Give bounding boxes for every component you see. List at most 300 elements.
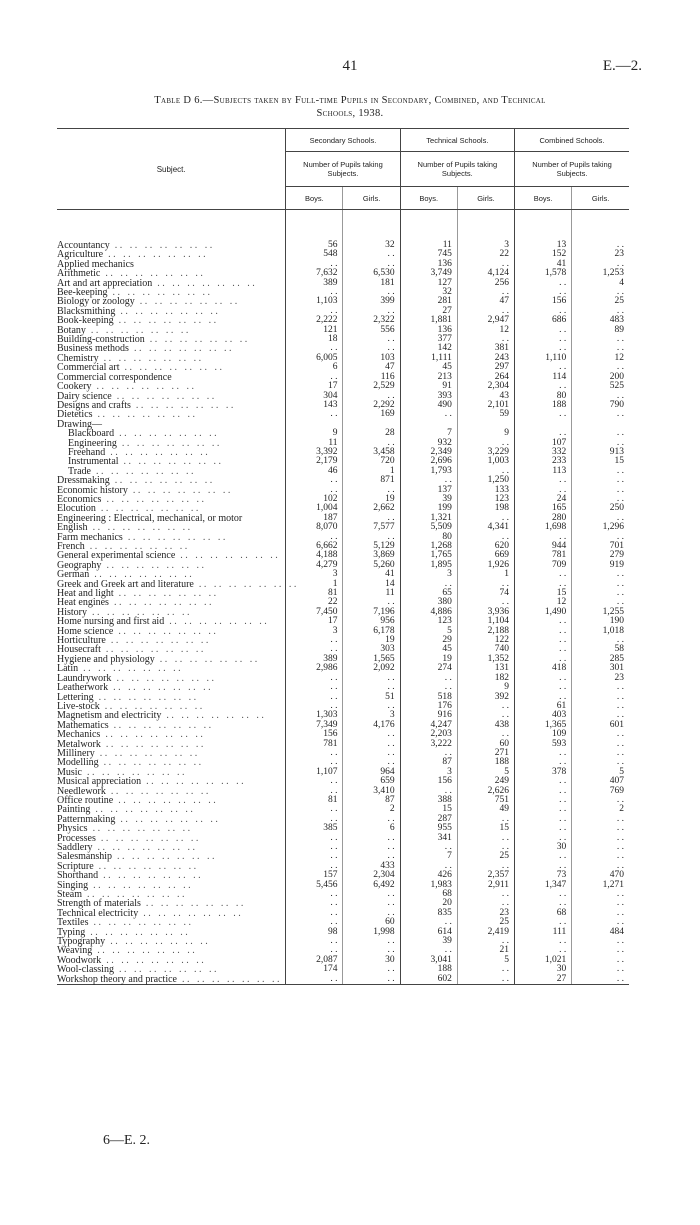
secondary-boys-cell: . . xyxy=(286,344,343,353)
technical-boys-cell: 745 xyxy=(400,250,457,259)
leader-dots: . . . . . . . . . . . . . . xyxy=(108,682,211,694)
technical-boys-cell: 2,349 xyxy=(400,448,457,457)
technical-boys-cell: 1,895 xyxy=(400,561,457,570)
secondary-girls-cell: . . xyxy=(343,740,400,749)
technical-boys-cell: 4,886 xyxy=(400,608,457,617)
combined-girls-cell: . . xyxy=(572,307,629,316)
combined-boys-cell: 41 xyxy=(515,260,572,269)
combined-girls-cell: . . xyxy=(572,514,629,523)
leader-dots: . . . . . . . . . . . . . . xyxy=(111,672,214,684)
technical-boys-cell: . . xyxy=(400,476,457,485)
leader-dots: . . . . . . . . . . . . . . xyxy=(103,249,206,261)
combined-girls-cell: 89 xyxy=(572,326,629,335)
leader-dots: . . . . . . . . . . . . . . xyxy=(100,729,203,741)
table-title xyxy=(40,94,660,120)
secondary-girls-cell: 181 xyxy=(343,279,400,288)
technical-boys-cell: 281 xyxy=(400,297,457,306)
secondary-boys-cell: . . xyxy=(286,288,343,297)
secondary-boys-cell: 4,279 xyxy=(286,561,343,570)
technical-girls-cell: 2,419 xyxy=(457,928,514,937)
secondary-boys-cell: 7,632 xyxy=(286,269,343,278)
leader-dots: . . . . . . . . . . . . . . xyxy=(105,785,209,797)
combined-girls-cell: 25 xyxy=(572,297,629,306)
combined-girls-cell: 483 xyxy=(572,316,629,325)
combined-girls-cell: . . xyxy=(572,241,629,250)
secondary-girls-cell: 3 xyxy=(343,711,400,720)
technical-girls-cell: 47 xyxy=(457,297,514,306)
leader-dots: . . . . . . . . . . . . . . xyxy=(94,747,198,759)
subject-label: Steam xyxy=(57,889,82,901)
subject-label: Needlework xyxy=(57,785,106,797)
subject-label: Arithmetic xyxy=(57,268,101,280)
technical-boys-cell: 213 xyxy=(400,373,457,382)
technical-boys-cell: 380 xyxy=(400,598,457,607)
combined-boys-cell: 73 xyxy=(515,871,572,880)
combined-girls-cell: . . xyxy=(572,363,629,372)
technical-girls-cell: 1,352 xyxy=(457,655,514,664)
secondary-boys-cell: . . xyxy=(286,307,343,316)
secondary-girls-cell: 116 xyxy=(343,373,400,382)
combined-girls-cell: . . xyxy=(572,288,629,297)
secondary-boys-cell: 98 xyxy=(286,928,343,937)
combined-boys-cell: . . xyxy=(515,918,572,927)
secondary-pupils-label: Number of Pupils taking Subjects. xyxy=(286,152,400,187)
secondary-boys-cell: 143 xyxy=(286,401,343,410)
secondary-girls-cell: 3,410 xyxy=(343,787,400,796)
secondary-boys-cell: . . xyxy=(286,815,343,824)
technical-girls-cell: 2,101 xyxy=(457,401,514,410)
technical-girls-cell: 1,003 xyxy=(457,457,514,466)
secondary-girls-cell: 19 xyxy=(343,636,400,645)
secondary-girls-cell: . . xyxy=(343,909,400,918)
secondary-schools-header: Secondary Schools. xyxy=(286,129,400,152)
secondary-boys-cell: . . xyxy=(286,636,343,645)
leader-dots: . . . . . . . . . . . . . . xyxy=(144,334,248,346)
subject-label: Dressmaking xyxy=(57,475,110,487)
leader-dots: . . . . . . . . . . . . . . xyxy=(127,484,231,496)
secondary-boys-cell: 187 xyxy=(286,514,343,523)
secondary-boys-cell: . . xyxy=(286,899,343,908)
combined-girls-cell: . . xyxy=(572,740,629,749)
secondary-boys-cell: 17 xyxy=(286,382,343,391)
secondary-girls-cell: 1,998 xyxy=(343,928,400,937)
subject-label: Commercial art xyxy=(57,362,120,374)
table-title-line-2: Schools, 1938. xyxy=(316,108,384,119)
combined-boys-cell: 403 xyxy=(515,711,572,720)
leader-dots: . . . . . . . . . . . . . . xyxy=(101,954,204,966)
leader-dots: . . . . . . . . . . . . . . xyxy=(95,832,199,844)
secondary-girls-cell: 169 xyxy=(343,410,400,419)
leader-dots: . . . . . . . . . . . . . . xyxy=(92,842,196,853)
leader-dots: . . . . . . . . . . . . . . xyxy=(88,879,191,891)
technical-girls-cell: . . xyxy=(457,711,514,720)
combined-girls-header: Girls. xyxy=(572,187,629,210)
combined-boys-cell: 1,490 xyxy=(515,608,572,617)
subject-label: Modelling xyxy=(57,757,99,769)
technical-girls-cell: 256 xyxy=(457,279,514,288)
secondary-boys-cell: 6,662 xyxy=(286,542,343,551)
combined-boys-cell: 1,698 xyxy=(515,523,572,532)
combined-boys-cell: 61 xyxy=(515,702,572,711)
combined-boys-cell: . . xyxy=(515,279,572,288)
combined-girls-cell: 913 xyxy=(572,448,629,457)
combined-boys-cell: . . xyxy=(515,796,572,805)
leader-dots: . . . . . . . . . . . . . . xyxy=(100,738,204,750)
combined-girls-cell: . . xyxy=(572,335,629,344)
technical-girls-cell: 1,926 xyxy=(457,561,514,570)
technical-boys-cell: 65 xyxy=(400,589,457,598)
combined-boys-cell: . . xyxy=(515,307,572,316)
technical-boys-cell: 68 xyxy=(400,890,457,899)
technical-boys-cell: 393 xyxy=(400,392,457,401)
subject-label: History xyxy=(57,606,87,618)
subject-label: Millinery xyxy=(57,747,95,759)
combined-boys-cell: . . xyxy=(515,476,572,485)
technical-boys-cell: 199 xyxy=(400,504,457,513)
technical-girls-cell: 15 xyxy=(457,824,514,833)
secondary-girls-cell: 1 xyxy=(343,467,400,476)
secondary-girls-cell: 6,530 xyxy=(343,269,400,278)
subject-label: Trade xyxy=(68,465,91,477)
combined-boys-cell: . . xyxy=(515,824,572,833)
secondary-boys-cell: 1,103 xyxy=(286,297,343,306)
combined-girls-cell: . . xyxy=(572,834,629,843)
combined-girls-cell: . . xyxy=(572,589,629,598)
combined-boys-cell: 332 xyxy=(515,448,572,457)
secondary-girls-cell: 14 xyxy=(343,580,400,589)
secondary-girls-cell: 1,565 xyxy=(343,655,400,664)
table-row xyxy=(57,250,629,259)
combined-girls-cell: 407 xyxy=(572,777,629,786)
combined-girls-cell: 58 xyxy=(572,645,629,654)
secondary-boys-header: Boys. xyxy=(286,187,343,210)
secondary-boys-cell: 2,986 xyxy=(286,664,343,673)
technical-boys-cell: 932 xyxy=(400,439,457,448)
combined-girls-cell: 470 xyxy=(572,871,629,880)
combined-boys-cell: 233 xyxy=(515,457,572,466)
combined-boys-cell: . . xyxy=(515,805,572,814)
combined-boys-cell: 188 xyxy=(515,401,572,410)
combined-girls-cell: 23 xyxy=(572,674,629,683)
technical-girls-cell: . . xyxy=(457,899,514,908)
combined-girls-cell: 190 xyxy=(572,617,629,626)
leader-dots: . . . . . . . . . . . . . . xyxy=(87,606,190,618)
subject-label: Engineering : Electrical, mechanical, or motor xyxy=(57,512,243,524)
subject-cell xyxy=(57,975,286,985)
technical-girls-cell: 49 xyxy=(457,805,514,814)
subject-label: Hygiene and physiology xyxy=(57,653,155,665)
technical-girls-cell: 381 xyxy=(457,344,514,353)
subject-label: Greek and Greek art and literature xyxy=(57,578,194,590)
technical-boys-cell: 1,765 xyxy=(400,551,457,560)
subject-label: German xyxy=(57,569,90,581)
secondary-girls-cell: . . xyxy=(343,758,400,767)
secondary-boys-cell: . . xyxy=(286,373,343,382)
combined-girls-cell: . . xyxy=(572,890,629,899)
combined-boys-cell: 27 xyxy=(515,975,572,985)
leader-dots: . . . . . . . . . . . . . . xyxy=(109,240,213,251)
combined-boys-cell: . . xyxy=(515,683,572,692)
technical-girls-cell: . . xyxy=(457,890,514,899)
secondary-girls-cell: 3,458 xyxy=(343,448,400,457)
leader-dots: . . . . . . . . . . . . . . xyxy=(92,945,195,957)
combined-girls-cell: . . xyxy=(572,899,629,908)
subject-label: Freehand xyxy=(68,446,106,458)
subject-label: General experimental science xyxy=(57,550,176,562)
technical-girls-cell: 4,124 xyxy=(457,269,514,278)
combined-boys-cell: . . xyxy=(515,486,572,495)
technical-boys-cell: 188 xyxy=(400,965,457,974)
secondary-boys-cell: 7,349 xyxy=(286,721,343,730)
leader-dots: . . . . . . . . . . . . . . xyxy=(98,352,202,364)
technical-girls-cell: . . xyxy=(457,533,514,542)
leader-dots: . . . . . . . . . . . . . . xyxy=(82,889,185,901)
secondary-girls-cell: 5,260 xyxy=(343,561,400,570)
combined-boys-cell: . . xyxy=(515,674,572,683)
technical-girls-cell: . . xyxy=(457,862,514,871)
technical-girls-cell: 392 xyxy=(457,693,514,702)
secondary-girls-cell: . . xyxy=(343,937,400,946)
combined-boys-cell: 1,347 xyxy=(515,881,572,890)
combined-boys-cell: 944 xyxy=(515,542,572,551)
combined-boys-cell: . . xyxy=(515,636,572,645)
combined-boys-cell: . . xyxy=(515,363,572,372)
leader-dots: . . . . . . . . . . . . . . xyxy=(93,860,197,872)
combined-girls-cell: . . xyxy=(572,486,629,495)
technical-boys-cell: 3,041 xyxy=(400,956,457,965)
secondary-girls-cell: 3,869 xyxy=(343,551,400,560)
technical-girls-cell: . . xyxy=(457,815,514,824)
secondary-boys-cell: 385 xyxy=(286,824,343,833)
combined-boys-cell: 13 xyxy=(515,241,572,250)
combined-girls-cell: 790 xyxy=(572,401,629,410)
subject-label: Heat and light xyxy=(57,588,114,600)
combined-girls-cell: . . xyxy=(572,429,629,438)
technical-boys-cell: 7 xyxy=(400,852,457,861)
technical-boys-cell: . . xyxy=(400,683,457,692)
technical-girls-cell: 1,104 xyxy=(457,617,514,626)
combined-girls-cell: 2 xyxy=(572,805,629,814)
subject-label: Mechanics xyxy=(57,729,101,741)
subject-label: Horticulture xyxy=(57,635,106,647)
combined-schools-header: Combined Schools. xyxy=(515,129,629,152)
combined-boys-cell: 418 xyxy=(515,664,572,673)
technical-schools-header: Technical Schools. xyxy=(400,129,514,152)
secondary-girls-cell: . . xyxy=(343,674,400,683)
technical-girls-cell: 9 xyxy=(457,429,514,438)
combined-boys-cell: 111 xyxy=(515,928,572,937)
combined-boys-cell: 12 xyxy=(515,598,572,607)
secondary-boys-cell: 6 xyxy=(286,363,343,372)
combined-boys-cell: . . xyxy=(515,937,572,946)
combined-girls-cell: 1,255 xyxy=(572,608,629,617)
combined-boys-cell: 114 xyxy=(515,373,572,382)
secondary-girls-cell: . . xyxy=(343,260,400,269)
leader-dots: . . . . . . . . . . . . . . xyxy=(89,569,192,581)
secondary-boys-cell: 174 xyxy=(286,965,343,974)
combined-boys-cell: 1,578 xyxy=(515,269,572,278)
technical-girls-cell: 25 xyxy=(457,918,514,927)
technical-girls-cell: 2,911 xyxy=(457,881,514,890)
technical-boys-cell: 1,793 xyxy=(400,467,457,476)
technical-boys-cell: 7 xyxy=(400,429,457,438)
combined-girls-cell: 601 xyxy=(572,721,629,730)
leader-dots: . . . . . . . . . . . . . . xyxy=(105,635,209,647)
leader-dots: . . . . . . . . . . . . . . xyxy=(113,315,217,327)
subject-label: Book-keeping xyxy=(57,315,114,327)
technical-boys-cell: 274 xyxy=(400,664,457,673)
technical-boys-cell: . . xyxy=(400,862,457,871)
combined-girls-cell: . . xyxy=(572,909,629,918)
secondary-girls-cell: . . xyxy=(343,899,400,908)
secondary-boys-cell: . . xyxy=(286,909,343,918)
secondary-boys-cell: . . xyxy=(286,862,343,871)
leader-dots: . . . . . . . . . . . . . . xyxy=(111,390,215,402)
secondary-boys-cell: 3 xyxy=(286,570,343,579)
leader-dots: . . . . . . . . . . . . . . xyxy=(193,578,297,590)
combined-boys-cell: . . xyxy=(515,617,572,626)
combined-boys-cell: 156 xyxy=(515,297,572,306)
subject-label: Typing xyxy=(57,926,86,938)
technical-boys-cell: 602 xyxy=(400,975,457,985)
combined-boys-cell: 593 xyxy=(515,740,572,749)
page-number: 41 xyxy=(342,58,358,74)
technical-girls-cell: 60 xyxy=(457,740,514,749)
combined-boys-cell: . . xyxy=(515,410,572,419)
leader-dots: . . . . . . . . . . . . . . xyxy=(85,926,188,938)
secondary-girls-cell: 5,129 xyxy=(343,542,400,551)
secondary-girls-cell: . . xyxy=(343,702,400,711)
technical-girls-cell: 2,947 xyxy=(457,316,514,325)
technical-girls-cell: 122 xyxy=(457,636,514,645)
leader-dots: . . . . . . . . . . . . . . xyxy=(116,437,220,449)
leader-dots: . . . . . . . . . . . . . . xyxy=(130,399,234,411)
technical-girls-cell: 1,250 xyxy=(457,476,514,485)
combined-boys-cell: . . xyxy=(515,834,572,843)
subject-label: Elocution xyxy=(57,503,96,515)
leader-dots: . . . . . . . . . . . . . . xyxy=(113,794,216,806)
combined-girls-cell: 484 xyxy=(572,928,629,937)
technical-girls-cell: 3 xyxy=(457,241,514,250)
technical-girls-cell: 12 xyxy=(457,326,514,335)
secondary-girls-cell: 2 xyxy=(343,805,400,814)
combined-girls-cell: . . xyxy=(572,758,629,767)
technical-boys-cell: 142 xyxy=(400,344,457,353)
leader-dots: . . . . . . . . . . . . . . xyxy=(101,493,204,505)
secondary-boys-cell: 1,004 xyxy=(286,504,343,513)
secondary-girls-cell: . . xyxy=(343,533,400,542)
subject-label: Singing xyxy=(57,879,89,891)
subject-label: Biology or zoology xyxy=(57,296,135,308)
combined-girls-cell: . . xyxy=(572,495,629,504)
secondary-boys-cell: . . xyxy=(286,890,343,899)
leader-dots: . . . . . . . . . . . . . . xyxy=(100,644,204,656)
combined-girls-cell: 1,271 xyxy=(572,881,629,890)
leader-dots: . . . . . . . . . . . . . . xyxy=(85,324,189,336)
secondary-girls-cell: . . xyxy=(343,307,400,316)
technical-girls-cell: 23 xyxy=(457,909,514,918)
secondary-girls-cell: . . xyxy=(343,335,400,344)
combined-girls-cell: 301 xyxy=(572,664,629,673)
secondary-boys-cell: . . xyxy=(286,805,343,814)
technical-girls-cell: 243 xyxy=(457,354,514,363)
secondary-girls-cell: 720 xyxy=(343,457,400,466)
combined-boys-cell: 165 xyxy=(515,504,572,513)
subject-label: Dairy science xyxy=(57,390,112,402)
combined-boys-cell: . . xyxy=(515,815,572,824)
leader-dots: . . . . . . . . . . . . . . xyxy=(119,362,222,374)
subject-label: Live-stock xyxy=(57,700,100,712)
technical-girls-cell: 131 xyxy=(457,664,514,673)
secondary-boys-cell: . . xyxy=(286,533,343,542)
technical-boys-cell: 136 xyxy=(400,260,457,269)
secondary-boys-cell: . . xyxy=(286,787,343,796)
secondary-girls-cell: 659 xyxy=(343,777,400,786)
combined-boys-cell: 709 xyxy=(515,561,572,570)
technical-girls-cell: 198 xyxy=(457,504,514,513)
secondary-girls-cell: 32 xyxy=(343,241,400,250)
leader-dots: . . . . . . . . . . . . . . xyxy=(140,898,244,910)
secondary-girls-cell: 30 xyxy=(343,956,400,965)
secondary-girls-cell: 51 xyxy=(343,693,400,702)
technical-boys-cell: 377 xyxy=(400,335,457,344)
secondary-girls-cell: . . xyxy=(343,815,400,824)
combined-girls-cell: . . xyxy=(572,965,629,974)
technical-boys-cell: . . xyxy=(400,918,457,927)
technical-boys-cell: 2,696 xyxy=(400,457,457,466)
combined-boys-cell: . . xyxy=(515,344,572,353)
leader-dots: . . . . . . . . . . . . . . xyxy=(90,804,193,816)
subject-label: Bee-keeping xyxy=(57,287,108,299)
combined-girls-cell: . . xyxy=(572,937,629,946)
technical-girls-cell: 43 xyxy=(457,392,514,401)
secondary-girls-cell: . . xyxy=(343,486,400,495)
technical-boys-header: Boys. xyxy=(400,187,457,210)
leader-dots: . . . . . . . . . . . . . . xyxy=(108,719,212,731)
subject-label: Business methods xyxy=(57,343,129,355)
combined-boys-cell: . . xyxy=(515,335,572,344)
subject-label: Mathematics xyxy=(57,719,109,731)
subject-label: Shorthand xyxy=(57,870,99,882)
leader-dots: . . . . . . . . . . . . . . xyxy=(105,936,208,948)
technical-boys-cell: 835 xyxy=(400,909,457,918)
technical-girls-cell: . . xyxy=(457,514,514,523)
technical-girls-cell: . . xyxy=(457,439,514,448)
technical-girls-cell: . . xyxy=(457,937,514,946)
subject-column-header: Subject. xyxy=(57,129,286,210)
subjects-table xyxy=(57,128,629,985)
combined-girls-cell: . . xyxy=(572,260,629,269)
technical-boys-cell: 27 xyxy=(400,307,457,316)
technical-girls-cell: . . xyxy=(457,730,514,739)
technical-girls-cell: 438 xyxy=(457,721,514,730)
secondary-boys-cell: 22 xyxy=(286,598,343,607)
secondary-boys-cell: . . xyxy=(286,693,343,702)
leader-dots: . . . . . . . . . . . . . . xyxy=(99,700,203,712)
technical-boys-cell: 916 xyxy=(400,711,457,720)
combined-girls-cell: . . xyxy=(572,749,629,758)
leader-dots: . . . . . . . . . . . . . . xyxy=(113,588,217,600)
secondary-boys-cell: . . xyxy=(286,843,343,852)
secondary-girls-cell: 303 xyxy=(343,645,400,654)
subject-label: Physics xyxy=(57,823,88,835)
subject-label: Accountancy xyxy=(57,240,110,251)
table-title-line-1: Table D 6.—Subjects taken by Full-time Pupils in Secondary, Combined, and Technical xyxy=(154,95,546,106)
technical-girls-cell: . . xyxy=(457,335,514,344)
technical-boys-cell: 20 xyxy=(400,899,457,908)
combined-pupils-label: Number of Pupils taking Subjects. xyxy=(515,152,629,187)
combined-boys-cell: 113 xyxy=(515,467,572,476)
